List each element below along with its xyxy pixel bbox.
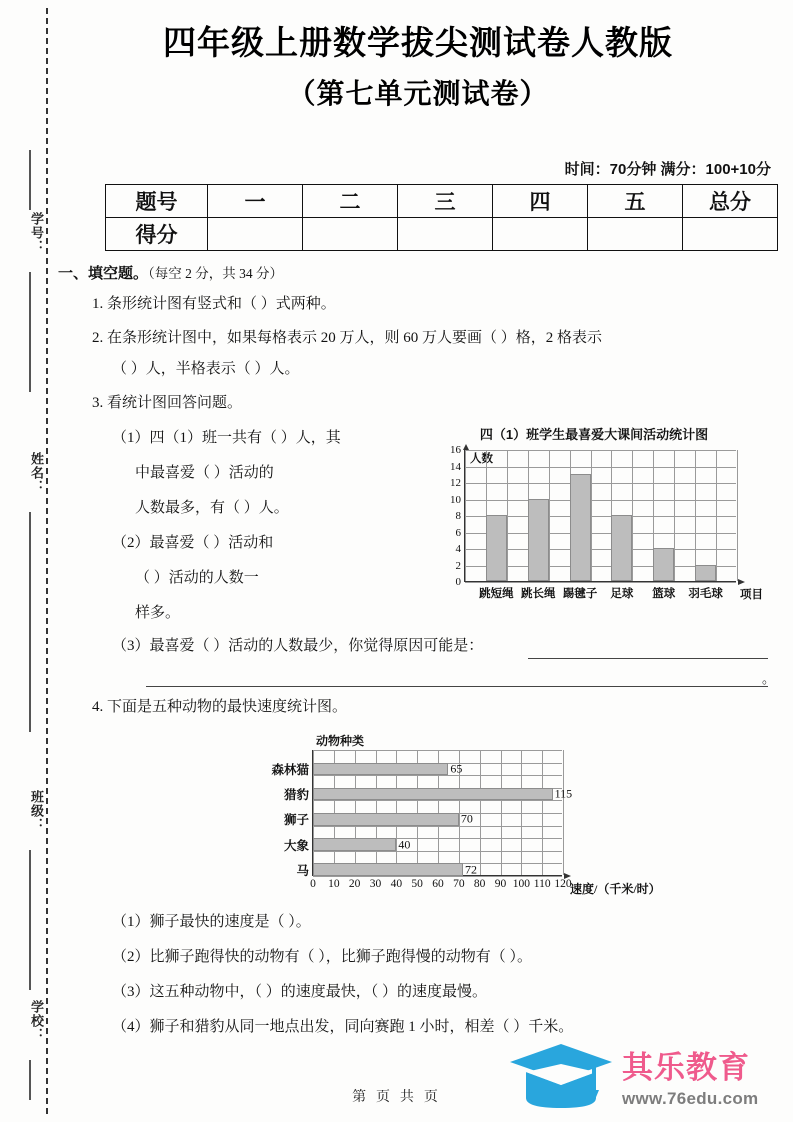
question-3-1-line-3: 人数最多，有（ ）人。 (135, 500, 289, 516)
question-3-1-line-1: （1）四（1）班一共有（ ）人，其 (112, 430, 341, 446)
bar (653, 548, 674, 581)
score-cell-1[interactable] (208, 218, 303, 251)
xtick-label: 60 (432, 878, 444, 890)
score-cell-4[interactable] (493, 218, 588, 251)
margin-label-student-id: 学号： (29, 212, 44, 254)
section-heading-text: 一、填空题。 (58, 266, 149, 282)
question-4-heading: 4. 下面是五种动物的最快速度统计图。 (92, 699, 348, 715)
page-footer: 第 页 共 页 (352, 1088, 441, 1104)
gridline-h (313, 876, 562, 877)
chart-activities-title: 四（1）班学生最喜爱大课间活动统计图 (479, 427, 709, 442)
xtick-label: 70 (453, 878, 465, 890)
brand-name: 其乐教育 (622, 1050, 750, 1085)
question-1: 1. 条形统计图有竖式和（ ）式两种。 (92, 296, 336, 312)
score-table (105, 184, 778, 251)
score-cell-5[interactable] (588, 218, 683, 251)
xtick-label: 10 (328, 878, 340, 890)
category-label: 森林猫 (271, 762, 309, 777)
score-cell-2[interactable] (303, 218, 398, 251)
xtick-label: 50 (411, 878, 423, 890)
score-table-row-label: 得分 (106, 218, 208, 251)
chart-activities (418, 424, 770, 620)
xtick-label: 30 (369, 878, 382, 890)
score-table-header-4: 四 (493, 185, 588, 218)
margin-rule-1 (29, 150, 31, 210)
question-4-2: （2）比狮子跑得快的动物有（ ），比狮子跑得慢的动物有（ ）。 (112, 949, 533, 965)
ytick-label: 2 (455, 559, 461, 572)
margin-label-class: 班级： (29, 790, 44, 832)
question-3-2-line-2: （ ）活动的人数一 (135, 570, 259, 586)
xtick-label: 20 (348, 878, 361, 890)
bar (570, 474, 591, 581)
bar (313, 788, 553, 801)
bar-value-label: 72 (465, 862, 477, 877)
question-4-3: （3）这五种动物中，（ ）的速度最快，（ ）的速度最慢。 (112, 984, 488, 1000)
gridline-v (501, 750, 502, 875)
category-label: 篮球 (652, 588, 676, 600)
gridline-v (737, 450, 738, 581)
ytick-label: 14 (450, 460, 461, 473)
category-label: 马 (296, 863, 309, 878)
category-label: 狮子 (283, 813, 309, 828)
score-cell-total[interactable] (683, 218, 778, 251)
margin-rule-3 (29, 512, 31, 732)
margin-rule-2 (29, 272, 31, 392)
bar (695, 565, 716, 582)
gridline-v (632, 450, 633, 581)
category-label: 足球 (610, 588, 634, 600)
chart-animal-speed (238, 728, 661, 898)
category-label: 猎豹 (283, 788, 309, 803)
gridline-v (521, 750, 522, 875)
score-table-header-label: 题号 (106, 185, 208, 218)
xtick-label: 80 (473, 878, 486, 890)
gridline-h (465, 582, 736, 583)
gridline-v (480, 750, 481, 875)
section-heading-fill-blank (58, 262, 283, 283)
xtick-label: 110 (533, 878, 551, 890)
score-table-header-1: 一 (208, 185, 303, 218)
ytick-label: 4 (455, 543, 461, 555)
gridline-v (674, 450, 675, 581)
question-3-3: （3）最喜爱（ ）活动的人数最少，你觉得原因可能是： (112, 638, 484, 654)
page-title: 四年级上册数学拔尖测试卷人教版 (163, 24, 673, 61)
xtick-label: 100 (512, 878, 530, 890)
page-title-block (58, 22, 778, 112)
question-3-1-line-2: 中最喜爱（ ）活动的 (135, 465, 274, 481)
exam-meta: 时间：70分钟 满分：100+10分 (564, 161, 771, 178)
chart-activities-x-arrow (738, 579, 745, 585)
answer-line-1[interactable] (528, 658, 768, 659)
bar-value-label: 115 (554, 786, 573, 801)
section-heading-note: （每空 2 分，共 34 分） (148, 266, 284, 281)
bar-value-label: 65 (450, 761, 463, 776)
ytick-label: 12 (450, 477, 461, 489)
margin-rule-4 (29, 850, 31, 990)
score-table-header-3: 三 (398, 185, 493, 218)
question-2-line-2: （ ）人，半格表示（ ）人。 (112, 361, 300, 377)
gridline-v (695, 450, 696, 581)
gridline-v (591, 450, 592, 581)
xtick-label: 0 (310, 878, 316, 890)
gridline-v (716, 450, 717, 581)
bar-value-label: 70 (460, 811, 473, 826)
margin-label-name: 姓名： (29, 452, 44, 494)
ytick-label: 10 (450, 493, 461, 506)
graduation-cap-icon (506, 1040, 616, 1112)
ytick-label: 8 (455, 510, 461, 522)
chart-animal-speed-xlabel: 速度/（千米/时） (570, 882, 661, 896)
category-label: 羽毛球 (688, 588, 723, 600)
brand-logo-text (622, 1042, 758, 1109)
category-label: 跳短绳 (479, 588, 514, 600)
question-3-2-line-3: 样多。 (135, 605, 181, 621)
score-table-header-5: 五 (588, 185, 683, 218)
margin-label-school: 学校： (29, 1000, 44, 1042)
score-cell-3[interactable] (398, 218, 493, 251)
gridline-v (465, 450, 466, 581)
answer-line-2[interactable] (146, 686, 768, 687)
score-table-header-2: 二 (303, 185, 398, 218)
bar (313, 813, 459, 826)
chart-activities-xlabel: 项目 (740, 589, 763, 601)
score-table-header-total: 总分 (683, 185, 778, 218)
xtick-label: 40 (390, 878, 403, 890)
table-row (106, 185, 778, 218)
table-row (106, 218, 778, 251)
bar (313, 838, 396, 851)
xtick-label: 90 (494, 878, 507, 890)
bar (313, 863, 463, 876)
bar (486, 515, 507, 581)
left-margin (0, 0, 58, 1122)
category-label: 踢毽子 (562, 588, 598, 600)
gridline-v (542, 750, 543, 875)
gridline-v (563, 750, 564, 875)
bar (611, 515, 632, 581)
category-label: 跳长绳 (520, 588, 556, 600)
ytick-label: 16 (450, 444, 461, 456)
chart-activities-plot (450, 444, 736, 600)
xtick-label: 120 (554, 878, 572, 890)
chart-animal-speed-plot (271, 750, 573, 890)
chart-animal-speed-ylabel: 动物种类 (316, 734, 365, 748)
question-3-3-period: 。 (762, 671, 776, 686)
question-3-heading: 3. 看统计图回答问题。 (92, 395, 243, 411)
ytick-label: 6 (455, 526, 461, 539)
gridline-v (507, 450, 508, 581)
page-subtitle: （第七单元测试卷） (287, 78, 549, 110)
question-2-line-1: 2. 在条形统计图中，如果每格表示 20 万人，则 60 万人要画（ ）格，2 格表示 (92, 330, 603, 346)
bar-value-label: 40 (398, 837, 411, 851)
tear-dashed-line (46, 8, 48, 1114)
bar (313, 763, 448, 776)
category-label: 大象 (283, 838, 309, 853)
brand-url: www.76edu.com (622, 1089, 759, 1108)
gridline-v (549, 450, 550, 581)
chart-activities-ylabel: 人数 (470, 453, 493, 465)
brand-logo (506, 1040, 782, 1116)
bar (528, 499, 549, 582)
question-4-1: （1）狮子最快的速度是（ ）。 (112, 914, 311, 930)
question-4-4: （4）狮子和猎豹从同一地点出发，同向赛跑 1 小时，相差（ ）千米。 (112, 1019, 574, 1035)
ytick-label: 0 (455, 576, 461, 588)
question-3-2-line-1: （2）最喜爱（ ）活动和 (112, 535, 274, 551)
